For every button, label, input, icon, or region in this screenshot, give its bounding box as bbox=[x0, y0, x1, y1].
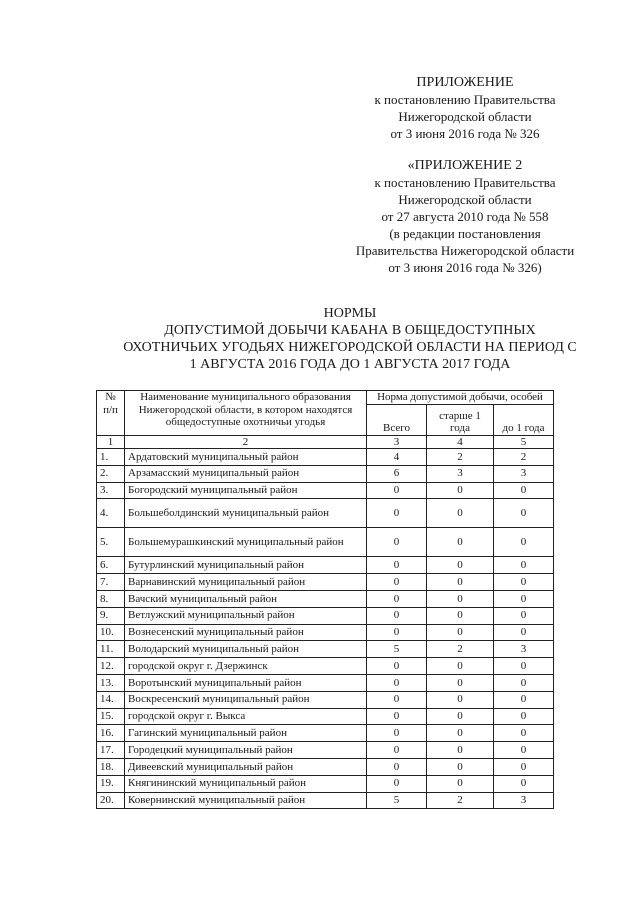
row-number: 5. bbox=[97, 528, 125, 557]
table-row bbox=[97, 499, 554, 528]
table-row bbox=[97, 674, 554, 691]
header-older: старше 1 года bbox=[427, 404, 494, 435]
row-older: 2 bbox=[427, 641, 494, 658]
row-total: 0 bbox=[367, 607, 427, 624]
row-older: 3 bbox=[427, 465, 494, 482]
appendix-line: от 27 августа 2010 года № 558 bbox=[381, 209, 549, 224]
table-row bbox=[97, 742, 554, 759]
table-row bbox=[97, 708, 554, 725]
row-older: 2 bbox=[427, 792, 494, 809]
row-younger: 0 bbox=[494, 557, 554, 574]
row-younger: 0 bbox=[494, 775, 554, 792]
row-total: 6 bbox=[367, 465, 427, 482]
row-older: 0 bbox=[427, 708, 494, 725]
row-municipality: Ковернинский муниципальный район bbox=[125, 792, 367, 809]
appendix-line: «ПРИЛОЖЕНИЕ 2 bbox=[407, 158, 523, 173]
table-row bbox=[97, 607, 554, 624]
row-total: 0 bbox=[367, 775, 427, 792]
row-younger: 0 bbox=[494, 607, 554, 624]
column-index: 1 bbox=[97, 435, 125, 449]
document-title bbox=[110, 305, 590, 373]
row-younger: 3 bbox=[494, 792, 554, 809]
row-total: 0 bbox=[367, 624, 427, 641]
column-index-row bbox=[97, 435, 554, 449]
row-younger: 0 bbox=[494, 574, 554, 591]
table-row bbox=[97, 528, 554, 557]
row-number: 20. bbox=[97, 792, 125, 809]
row-total: 0 bbox=[367, 557, 427, 574]
row-number: 15. bbox=[97, 708, 125, 725]
row-older: 0 bbox=[427, 557, 494, 574]
row-total: 0 bbox=[367, 528, 427, 557]
row-younger: 0 bbox=[494, 528, 554, 557]
header-total: Всего bbox=[367, 404, 427, 435]
row-younger: 3 bbox=[494, 465, 554, 482]
row-number: 11. bbox=[97, 641, 125, 658]
row-older: 0 bbox=[427, 742, 494, 759]
row-municipality: Большемурашкинский муниципальный район bbox=[125, 528, 367, 557]
row-number: 7. bbox=[97, 574, 125, 591]
row-number: 13. bbox=[97, 674, 125, 691]
row-municipality: Вознесенский муниципальный район bbox=[125, 624, 367, 641]
appendix-line: Нижегородской области bbox=[398, 192, 532, 207]
row-number: 10. bbox=[97, 624, 125, 641]
row-total: 5 bbox=[367, 641, 427, 658]
row-municipality: Гагинский муниципальный район bbox=[125, 725, 367, 742]
appendix-line: Правительства Нижегородской области bbox=[355, 243, 575, 258]
row-total: 0 bbox=[367, 499, 427, 528]
row-older: 0 bbox=[427, 658, 494, 675]
row-older: 0 bbox=[427, 758, 494, 775]
table-row bbox=[97, 641, 554, 658]
table-row bbox=[97, 590, 554, 607]
row-municipality: Ветлужский муниципальный район bbox=[125, 607, 367, 624]
title-line: НОРМЫ bbox=[323, 306, 377, 321]
table-row bbox=[97, 557, 554, 574]
row-municipality: Вачский муниципальный район bbox=[125, 590, 367, 607]
table-row bbox=[97, 449, 554, 466]
row-municipality: Городецкий муниципальный район bbox=[125, 742, 367, 759]
appendix-line: от 3 июня 2016 года № 326) bbox=[388, 260, 542, 275]
appendix-line: от 3 июня 2016 года № 326 bbox=[390, 126, 540, 141]
table-row bbox=[97, 725, 554, 742]
row-younger: 0 bbox=[494, 725, 554, 742]
row-total: 0 bbox=[367, 742, 427, 759]
row-number: 3. bbox=[97, 482, 125, 499]
row-younger: 0 bbox=[494, 658, 554, 675]
row-municipality: Княгининский муниципальный район bbox=[125, 775, 367, 792]
row-total: 0 bbox=[367, 590, 427, 607]
table-row bbox=[97, 792, 554, 809]
row-total: 0 bbox=[367, 674, 427, 691]
column-index: 5 bbox=[494, 435, 554, 449]
row-municipality: Володарский муниципальный район bbox=[125, 641, 367, 658]
row-total: 0 bbox=[367, 574, 427, 591]
column-index: 4 bbox=[427, 435, 494, 449]
appendix-line: Нижегородской области bbox=[398, 109, 532, 124]
row-number: 14. bbox=[97, 691, 125, 708]
table-row bbox=[97, 482, 554, 499]
table-row bbox=[97, 574, 554, 591]
row-number: 9. bbox=[97, 607, 125, 624]
row-total: 5 bbox=[367, 792, 427, 809]
row-total: 4 bbox=[367, 449, 427, 466]
row-younger: 0 bbox=[494, 742, 554, 759]
row-younger: 0 bbox=[494, 708, 554, 725]
appendix-header-2 bbox=[330, 157, 600, 276]
row-municipality: Богородский муниципальный район bbox=[125, 482, 367, 499]
header-younger: до 1 года bbox=[494, 404, 554, 435]
row-municipality: городской округ г. Выкса bbox=[125, 708, 367, 725]
table-row bbox=[97, 658, 554, 675]
table-row bbox=[97, 691, 554, 708]
row-total: 0 bbox=[367, 708, 427, 725]
row-number: 19. bbox=[97, 775, 125, 792]
title-line: ДОПУСТИМОЙ ДОБЫЧИ КАБАНА В ОБЩЕДОСТУПНЫХ bbox=[164, 323, 536, 338]
header-municipality: Наименование муниципального образования Нижегородской области, в котором находятся общедоступные охотничьи угодья bbox=[125, 391, 367, 436]
row-younger: 0 bbox=[494, 590, 554, 607]
row-younger: 0 bbox=[494, 624, 554, 641]
norms-table bbox=[96, 390, 554, 809]
table-row bbox=[97, 758, 554, 775]
row-number: 4. bbox=[97, 499, 125, 528]
row-younger: 2 bbox=[494, 449, 554, 466]
row-older: 0 bbox=[427, 574, 494, 591]
row-municipality: Ардатовский муниципальный район bbox=[125, 449, 367, 466]
row-municipality: Арзамасский муниципальный район bbox=[125, 465, 367, 482]
row-number: 6. bbox=[97, 557, 125, 574]
row-total: 0 bbox=[367, 482, 427, 499]
row-total: 0 bbox=[367, 658, 427, 675]
row-total: 0 bbox=[367, 725, 427, 742]
table-row bbox=[97, 465, 554, 482]
appendix-line: к постановлению Правительства bbox=[374, 92, 556, 107]
row-younger: 3 bbox=[494, 641, 554, 658]
row-municipality: Дивеевский муниципальный район bbox=[125, 758, 367, 775]
row-older: 0 bbox=[427, 674, 494, 691]
row-number: 2. bbox=[97, 465, 125, 482]
row-older: 2 bbox=[427, 449, 494, 466]
row-older: 0 bbox=[427, 775, 494, 792]
row-older: 0 bbox=[427, 624, 494, 641]
row-municipality: городской округ г. Дзержинск bbox=[125, 658, 367, 675]
row-older: 0 bbox=[427, 482, 494, 499]
title-line: ОХОТНИЧЬИХ УГОДЬЯХ НИЖЕГОРОДСКОЙ ОБЛАСТИ НА ПЕРИОД С bbox=[123, 340, 577, 355]
row-total: 0 bbox=[367, 758, 427, 775]
table-row bbox=[97, 775, 554, 792]
row-older: 0 bbox=[427, 499, 494, 528]
row-municipality: Большеболдинский муниципальный район bbox=[125, 499, 367, 528]
row-younger: 0 bbox=[494, 691, 554, 708]
row-number: 18. bbox=[97, 758, 125, 775]
appendix-line: ПРИЛОЖЕНИЕ bbox=[416, 75, 514, 90]
header-number: № п/п bbox=[97, 391, 125, 436]
row-older: 0 bbox=[427, 528, 494, 557]
row-younger: 0 bbox=[494, 758, 554, 775]
appendix-header-1 bbox=[330, 74, 600, 142]
appendix-line: (в редакции постановления bbox=[389, 226, 541, 241]
row-number: 1. bbox=[97, 449, 125, 466]
table-row bbox=[97, 624, 554, 641]
row-younger: 0 bbox=[494, 482, 554, 499]
row-older: 0 bbox=[427, 725, 494, 742]
row-older: 0 bbox=[427, 607, 494, 624]
row-older: 0 bbox=[427, 590, 494, 607]
appendix-line: к постановлению Правительства bbox=[374, 175, 556, 190]
row-younger: 0 bbox=[494, 674, 554, 691]
row-municipality: Воскресенский муниципальный район bbox=[125, 691, 367, 708]
column-index: 2 bbox=[125, 435, 367, 449]
row-municipality: Бутурлинский муниципальный район bbox=[125, 557, 367, 574]
row-number: 17. bbox=[97, 742, 125, 759]
row-municipality: Воротынский муниципальный район bbox=[125, 674, 367, 691]
row-number: 12. bbox=[97, 658, 125, 675]
title-line: 1 АВГУСТА 2016 ГОДА ДО 1 АВГУСТА 2017 ГОДА bbox=[189, 357, 511, 372]
row-number: 8. bbox=[97, 590, 125, 607]
row-older: 0 bbox=[427, 691, 494, 708]
row-younger: 0 bbox=[494, 499, 554, 528]
header-norm: Норма допустимой добычи, особей bbox=[367, 391, 554, 405]
row-total: 0 bbox=[367, 691, 427, 708]
row-municipality: Варнавинский муниципальный район bbox=[125, 574, 367, 591]
column-index: 3 bbox=[367, 435, 427, 449]
row-number: 16. bbox=[97, 725, 125, 742]
